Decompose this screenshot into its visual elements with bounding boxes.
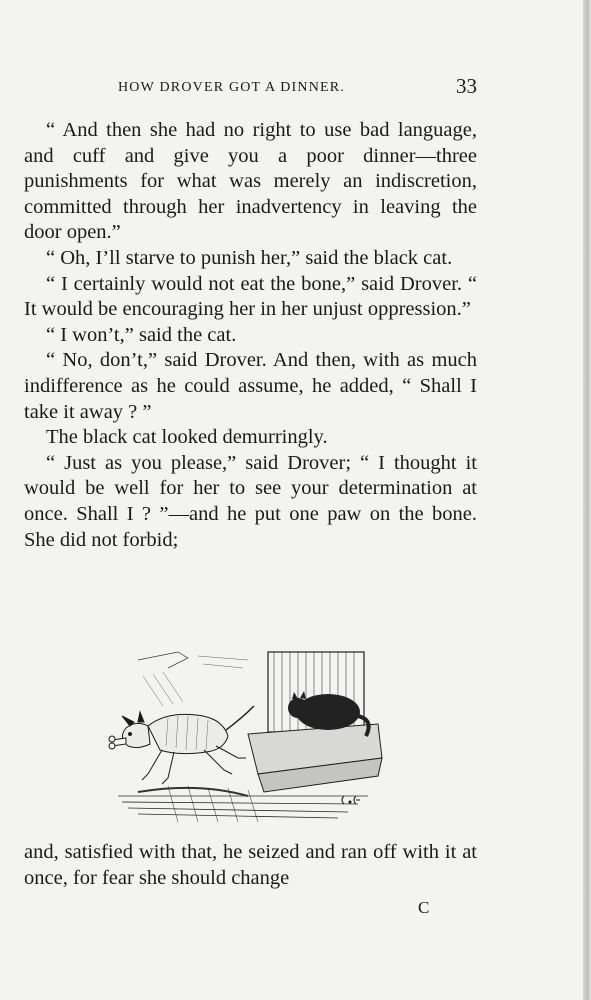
paragraph: “ I won’t,” said the cat. bbox=[46, 323, 237, 346]
page-header bbox=[24, 74, 477, 102]
paragraph: “ Oh, I’ll starve to punish her,” said the black cat. bbox=[46, 246, 453, 269]
engraving-illustration bbox=[108, 646, 388, 826]
page-number: 33 bbox=[456, 74, 477, 98]
paragraph: The black cat looked demurringly. bbox=[46, 426, 328, 449]
paragraph: “ No, don’t,” said Drover. And then, with as much indifference as he could assume, he added, “ Shall I take it away ? ” bbox=[24, 349, 477, 423]
continuation-text bbox=[24, 840, 477, 891]
paragraph-continuation: and, satisfied with that, he seized and ran off with it at once, for fear she should change bbox=[24, 841, 477, 889]
paragraph: “ And then she had no right to use bad language, and cuff and give you a poor dinner—three punishments for what was merely an indiscretion, committed through her inadvertency in leaving the door open.” bbox=[24, 119, 477, 244]
running-head: HOW DROVER GOT A DINNER. bbox=[118, 80, 346, 95]
body-text bbox=[24, 118, 477, 553]
paragraph: “ Just as you please,” said Drover; “ I thought it would be well for her to see your determination at once. Shall I ? ”—and he put one paw on the bone. She did not forbid; bbox=[24, 451, 477, 551]
page-edge bbox=[583, 0, 591, 1000]
signature-mark: C bbox=[418, 898, 430, 917]
paragraph: “ I certainly would not eat the bone,” said Drover. “ It would be encouraging her in her unjust oppression.” bbox=[24, 272, 477, 321]
